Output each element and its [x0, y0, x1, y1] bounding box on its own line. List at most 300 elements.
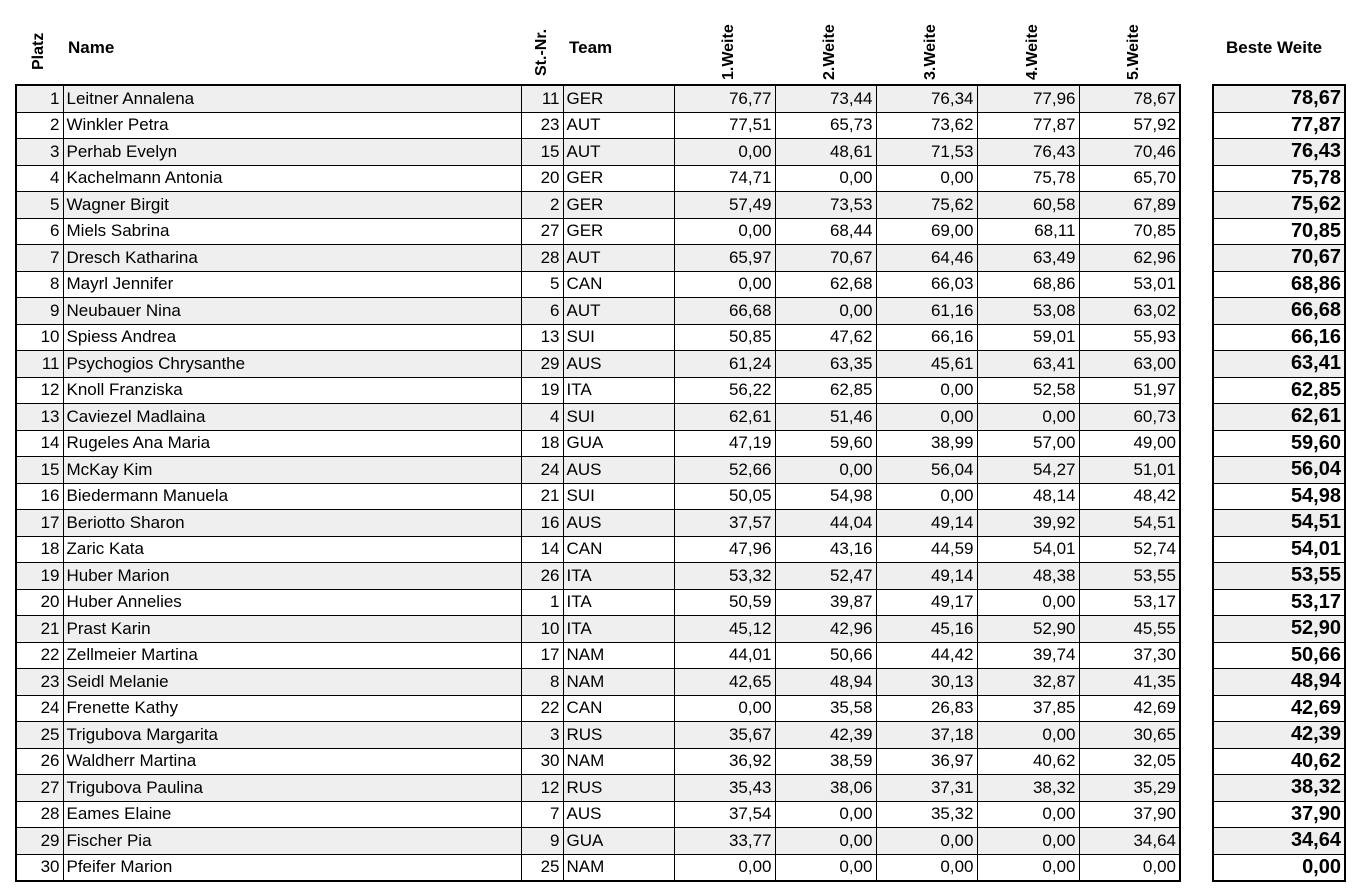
- weite-2-cell: 63,35: [775, 351, 876, 378]
- team-cell: NAM: [563, 854, 674, 881]
- weite-3-cell: 35,32: [876, 801, 977, 828]
- table-row: [16, 139, 1180, 166]
- weite-3-cell: 0,00: [876, 483, 977, 510]
- weite-2-cell: 0,00: [775, 457, 876, 484]
- rank-cell: 3: [16, 139, 63, 166]
- weite-4-cell: 75,78: [977, 165, 1079, 192]
- weite-4-cell: 48,38: [977, 563, 1079, 590]
- weite-5-cell: 49,00: [1079, 430, 1180, 457]
- table-row: [16, 616, 1180, 643]
- rank-cell: 8: [16, 271, 63, 298]
- best-row: [1213, 430, 1345, 457]
- table-row: [16, 854, 1180, 881]
- weite-4-cell: 76,43: [977, 139, 1079, 166]
- team-cell: SUI: [563, 483, 674, 510]
- start-number-cell: 23: [521, 112, 563, 139]
- weite-2-cell: 54,98: [775, 483, 876, 510]
- weite-3-cell: 49,17: [876, 589, 977, 616]
- beste-weite-cell: 54,51: [1213, 510, 1345, 537]
- team-cell: AUS: [563, 351, 674, 378]
- header-beste-weite: Beste Weite: [1226, 38, 1323, 57]
- weite-3-cell: 45,16: [876, 616, 977, 643]
- weite-1-cell: 50,59: [674, 589, 775, 616]
- best-row: [1213, 563, 1345, 590]
- weite-2-cell: 51,46: [775, 404, 876, 431]
- weite-2-cell: 38,59: [775, 748, 876, 775]
- weite-5-cell: 60,73: [1079, 404, 1180, 431]
- athlete-name-cell: Zaric Kata: [63, 536, 521, 563]
- table-row: [16, 165, 1180, 192]
- beste-weite-cell: 75,78: [1213, 165, 1345, 192]
- weite-5-cell: 52,74: [1079, 536, 1180, 563]
- weite-1-cell: 47,19: [674, 430, 775, 457]
- weite-4-cell: 68,11: [977, 218, 1079, 245]
- best-row: [1213, 669, 1345, 696]
- athlete-name-cell: McKay Kim: [63, 457, 521, 484]
- beste-weite-cell: 70,85: [1213, 218, 1345, 245]
- weite-1-cell: 66,68: [674, 298, 775, 325]
- start-number-cell: 29: [521, 351, 563, 378]
- beste-weite-cell: 52,90: [1213, 616, 1345, 643]
- weite-5-cell: 35,29: [1079, 775, 1180, 802]
- weite-4-cell: 60,58: [977, 192, 1079, 219]
- beste-weite-cell: 53,17: [1213, 589, 1345, 616]
- weite-5-cell: 30,65: [1079, 722, 1180, 749]
- best-row: [1213, 457, 1345, 484]
- weite-5-cell: 78,67: [1079, 85, 1180, 112]
- table-row: [16, 457, 1180, 484]
- rank-cell: 30: [16, 854, 63, 881]
- best-row: [1213, 218, 1345, 245]
- rank-cell: 10: [16, 324, 63, 351]
- athlete-name-cell: Beriotto Sharon: [63, 510, 521, 537]
- team-cell: AUS: [563, 801, 674, 828]
- weite-1-cell: 45,12: [674, 616, 775, 643]
- weite-1-cell: 0,00: [674, 271, 775, 298]
- team-cell: NAM: [563, 669, 674, 696]
- weite-3-cell: 76,34: [876, 85, 977, 112]
- start-number-cell: 25: [521, 854, 563, 881]
- weite-4-cell: 77,96: [977, 85, 1079, 112]
- team-cell: AUS: [563, 457, 674, 484]
- athlete-name-cell: Pfeifer Marion: [63, 854, 521, 881]
- start-number-cell: 5: [521, 271, 563, 298]
- weite-2-cell: 43,16: [775, 536, 876, 563]
- weite-1-cell: 52,66: [674, 457, 775, 484]
- table-row: [16, 430, 1180, 457]
- weite-5-cell: 57,92: [1079, 112, 1180, 139]
- athlete-name-cell: Fischer Pia: [63, 828, 521, 855]
- weite-1-cell: 44,01: [674, 642, 775, 669]
- best-row: [1213, 536, 1345, 563]
- weite-1-cell: 0,00: [674, 854, 775, 881]
- team-cell: CAN: [563, 536, 674, 563]
- beste-weite-cell: 75,62: [1213, 192, 1345, 219]
- weite-3-cell: 0,00: [876, 377, 977, 404]
- table-row: [16, 298, 1180, 325]
- weite-1-cell: 47,96: [674, 536, 775, 563]
- weite-1-cell: 57,49: [674, 192, 775, 219]
- rank-cell: 14: [16, 430, 63, 457]
- start-number-cell: 15: [521, 139, 563, 166]
- table-row: [16, 483, 1180, 510]
- rank-cell: 26: [16, 748, 63, 775]
- weite-2-cell: 42,96: [775, 616, 876, 643]
- rank-cell: 6: [16, 218, 63, 245]
- team-cell: RUS: [563, 722, 674, 749]
- header-weite-1: 1.Weite: [720, 24, 737, 80]
- weite-3-cell: 64,46: [876, 245, 977, 272]
- team-cell: ITA: [563, 589, 674, 616]
- best-row: [1213, 775, 1345, 802]
- athlete-name-cell: Psychogios Chrysanthe: [63, 351, 521, 378]
- table-row: [16, 722, 1180, 749]
- team-cell: GER: [563, 218, 674, 245]
- rank-cell: 21: [16, 616, 63, 643]
- weite-5-cell: 53,55: [1079, 563, 1180, 590]
- beste-weite-cell: 34,64: [1213, 828, 1345, 855]
- team-cell: SUI: [563, 324, 674, 351]
- weite-1-cell: 53,32: [674, 563, 775, 590]
- best-row: [1213, 483, 1345, 510]
- weite-5-cell: 51,97: [1079, 377, 1180, 404]
- best-row: [1213, 271, 1345, 298]
- weite-1-cell: 56,22: [674, 377, 775, 404]
- weite-3-cell: 75,62: [876, 192, 977, 219]
- table-row: [16, 510, 1180, 537]
- rank-cell: 29: [16, 828, 63, 855]
- team-cell: AUT: [563, 245, 674, 272]
- start-number-cell: 2: [521, 192, 563, 219]
- weite-2-cell: 0,00: [775, 828, 876, 855]
- weite-3-cell: 44,59: [876, 536, 977, 563]
- beste-weite-cell: 62,85: [1213, 377, 1345, 404]
- weite-2-cell: 52,47: [775, 563, 876, 590]
- weite-1-cell: 50,05: [674, 483, 775, 510]
- beste-weite-cell: 37,90: [1213, 801, 1345, 828]
- athlete-name-cell: Seidl Melanie: [63, 669, 521, 696]
- best-row: [1213, 801, 1345, 828]
- weite-5-cell: 54,51: [1079, 510, 1180, 537]
- table-row: [16, 271, 1180, 298]
- beste-weite-cell: 66,16: [1213, 324, 1345, 351]
- weite-1-cell: 0,00: [674, 139, 775, 166]
- weite-3-cell: 37,18: [876, 722, 977, 749]
- beste-weite-cell: 76,43: [1213, 139, 1345, 166]
- athlete-name-cell: Leitner Annalena: [63, 85, 521, 112]
- beste-weite-cell: 53,55: [1213, 563, 1345, 590]
- weite-1-cell: 42,65: [674, 669, 775, 696]
- weite-5-cell: 51,01: [1079, 457, 1180, 484]
- weite-4-cell: 59,01: [977, 324, 1079, 351]
- start-number-cell: 22: [521, 695, 563, 722]
- beste-weite-cell: 56,04: [1213, 457, 1345, 484]
- start-number-cell: 26: [521, 563, 563, 590]
- weite-3-cell: 44,42: [876, 642, 977, 669]
- best-row: [1213, 351, 1345, 378]
- weite-4-cell: 39,92: [977, 510, 1079, 537]
- team-cell: AUT: [563, 112, 674, 139]
- table-row: [16, 245, 1180, 272]
- best-row: [1213, 298, 1345, 325]
- table-row: [16, 801, 1180, 828]
- table-row: [16, 85, 1180, 112]
- weite-1-cell: 76,77: [674, 85, 775, 112]
- rank-cell: 11: [16, 351, 63, 378]
- weite-1-cell: 50,85: [674, 324, 775, 351]
- weite-2-cell: 70,67: [775, 245, 876, 272]
- weite-3-cell: 73,62: [876, 112, 977, 139]
- best-row: [1213, 616, 1345, 643]
- table-row: [16, 669, 1180, 696]
- start-number-cell: 3: [521, 722, 563, 749]
- best-row: [1213, 324, 1345, 351]
- team-cell: RUS: [563, 775, 674, 802]
- best-row: [1213, 85, 1345, 112]
- table-row: [16, 192, 1180, 219]
- best-row: [1213, 510, 1345, 537]
- beste-weite-cell: 50,66: [1213, 642, 1345, 669]
- weite-3-cell: 49,14: [876, 510, 977, 537]
- weite-4-cell: 48,14: [977, 483, 1079, 510]
- weite-4-cell: 40,62: [977, 748, 1079, 775]
- weite-1-cell: 74,71: [674, 165, 775, 192]
- rank-cell: 5: [16, 192, 63, 219]
- athlete-name-cell: Trigubova Margarita: [63, 722, 521, 749]
- table-row: [16, 377, 1180, 404]
- athlete-name-cell: Spiess Andrea: [63, 324, 521, 351]
- weite-4-cell: 0,00: [977, 722, 1079, 749]
- table-row: [16, 536, 1180, 563]
- best-distance-body: [1213, 85, 1345, 881]
- athlete-name-cell: Knoll Franziska: [63, 377, 521, 404]
- beste-weite-cell: 54,01: [1213, 536, 1345, 563]
- rank-cell: 2: [16, 112, 63, 139]
- rank-cell: 24: [16, 695, 63, 722]
- athlete-name-cell: Huber Marion: [63, 563, 521, 590]
- start-number-cell: 10: [521, 616, 563, 643]
- weite-1-cell: 0,00: [674, 695, 775, 722]
- weite-2-cell: 62,85: [775, 377, 876, 404]
- weite-5-cell: 48,42: [1079, 483, 1180, 510]
- best-row: [1213, 139, 1345, 166]
- weite-1-cell: 62,61: [674, 404, 775, 431]
- weite-4-cell: 0,00: [977, 589, 1079, 616]
- rank-cell: 7: [16, 245, 63, 272]
- beste-weite-cell: 59,60: [1213, 430, 1345, 457]
- weite-1-cell: 61,24: [674, 351, 775, 378]
- start-number-cell: 1: [521, 589, 563, 616]
- start-number-cell: 19: [521, 377, 563, 404]
- results-table-body: [16, 85, 1180, 881]
- athlete-name-cell: Wagner Birgit: [63, 192, 521, 219]
- beste-weite-cell: 54,98: [1213, 483, 1345, 510]
- start-number-cell: 24: [521, 457, 563, 484]
- weite-3-cell: 0,00: [876, 828, 977, 855]
- beste-weite-cell: 62,61: [1213, 404, 1345, 431]
- team-cell: AUT: [563, 298, 674, 325]
- team-cell: AUS: [563, 510, 674, 537]
- team-cell: GER: [563, 192, 674, 219]
- table-row: [16, 828, 1180, 855]
- start-number-cell: 6: [521, 298, 563, 325]
- weite-2-cell: 44,04: [775, 510, 876, 537]
- weite-2-cell: 65,73: [775, 112, 876, 139]
- team-cell: NAM: [563, 748, 674, 775]
- athlete-name-cell: Winkler Petra: [63, 112, 521, 139]
- best-row: [1213, 828, 1345, 855]
- beste-weite-cell: 48,94: [1213, 669, 1345, 696]
- weite-2-cell: 62,68: [775, 271, 876, 298]
- team-cell: ITA: [563, 563, 674, 590]
- weite-4-cell: 54,27: [977, 457, 1079, 484]
- weite-5-cell: 62,96: [1079, 245, 1180, 272]
- weite-3-cell: 37,31: [876, 775, 977, 802]
- rank-cell: 18: [16, 536, 63, 563]
- start-number-cell: 7: [521, 801, 563, 828]
- start-number-cell: 13: [521, 324, 563, 351]
- weite-4-cell: 63,49: [977, 245, 1079, 272]
- table-row: [16, 404, 1180, 431]
- rank-cell: 22: [16, 642, 63, 669]
- athlete-name-cell: Caviezel Madlaina: [63, 404, 521, 431]
- best-row: [1213, 165, 1345, 192]
- table-row: [16, 351, 1180, 378]
- start-number-cell: 9: [521, 828, 563, 855]
- athlete-name-cell: Huber Annelies: [63, 589, 521, 616]
- weite-5-cell: 53,01: [1079, 271, 1180, 298]
- weite-2-cell: 47,62: [775, 324, 876, 351]
- weite-4-cell: 39,74: [977, 642, 1079, 669]
- athlete-name-cell: Prast Karin: [63, 616, 521, 643]
- header-team: Team: [569, 38, 613, 57]
- weite-1-cell: 77,51: [674, 112, 775, 139]
- best-row: [1213, 192, 1345, 219]
- header-weite-4: 4.Weite: [1024, 24, 1041, 80]
- weite-2-cell: 0,00: [775, 298, 876, 325]
- beste-weite-cell: 42,39: [1213, 722, 1345, 749]
- team-cell: ITA: [563, 616, 674, 643]
- weite-5-cell: 55,93: [1079, 324, 1180, 351]
- start-number-cell: 27: [521, 218, 563, 245]
- weite-4-cell: 52,90: [977, 616, 1079, 643]
- best-row: [1213, 377, 1345, 404]
- weite-4-cell: 0,00: [977, 828, 1079, 855]
- weite-4-cell: 57,00: [977, 430, 1079, 457]
- weite-2-cell: 48,61: [775, 139, 876, 166]
- rank-cell: 17: [16, 510, 63, 537]
- team-cell: GER: [563, 165, 674, 192]
- weite-4-cell: 68,86: [977, 271, 1079, 298]
- best-row: [1213, 404, 1345, 431]
- weite-5-cell: 70,85: [1079, 218, 1180, 245]
- weite-3-cell: 49,14: [876, 563, 977, 590]
- team-cell: AUT: [563, 139, 674, 166]
- athlete-name-cell: Eames Elaine: [63, 801, 521, 828]
- weite-4-cell: 0,00: [977, 854, 1079, 881]
- table-row: [16, 112, 1180, 139]
- weite-3-cell: 38,99: [876, 430, 977, 457]
- best-row: [1213, 854, 1345, 881]
- weite-2-cell: 35,58: [775, 695, 876, 722]
- team-cell: NAM: [563, 642, 674, 669]
- team-cell: CAN: [563, 695, 674, 722]
- beste-weite-cell: 68,86: [1213, 271, 1345, 298]
- header-weite-2: 2.Weite: [821, 24, 838, 80]
- weite-1-cell: 65,97: [674, 245, 775, 272]
- best-row: [1213, 589, 1345, 616]
- weite-2-cell: 50,66: [775, 642, 876, 669]
- weite-2-cell: 68,44: [775, 218, 876, 245]
- weite-4-cell: 37,85: [977, 695, 1079, 722]
- table-row: [16, 748, 1180, 775]
- beste-weite-cell: 77,87: [1213, 112, 1345, 139]
- results-table: [15, 84, 1181, 882]
- weite-4-cell: 0,00: [977, 404, 1079, 431]
- weite-3-cell: 69,00: [876, 218, 977, 245]
- table-row: [16, 775, 1180, 802]
- start-number-cell: 12: [521, 775, 563, 802]
- weite-3-cell: 71,53: [876, 139, 977, 166]
- weite-1-cell: 37,57: [674, 510, 775, 537]
- athlete-name-cell: Miels Sabrina: [63, 218, 521, 245]
- rank-cell: 13: [16, 404, 63, 431]
- athlete-name-cell: Kachelmann Antonia: [63, 165, 521, 192]
- weite-5-cell: 41,35: [1079, 669, 1180, 696]
- beste-weite-cell: 70,67: [1213, 245, 1345, 272]
- table-row: [16, 563, 1180, 590]
- weite-3-cell: 36,97: [876, 748, 977, 775]
- weite-5-cell: 67,89: [1079, 192, 1180, 219]
- rank-cell: 25: [16, 722, 63, 749]
- rank-cell: 1: [16, 85, 63, 112]
- weite-4-cell: 52,58: [977, 377, 1079, 404]
- weite-4-cell: 53,08: [977, 298, 1079, 325]
- rank-cell: 9: [16, 298, 63, 325]
- rank-cell: 28: [16, 801, 63, 828]
- weite-5-cell: 37,30: [1079, 642, 1180, 669]
- weite-5-cell: 63,02: [1079, 298, 1180, 325]
- athlete-name-cell: Neubauer Nina: [63, 298, 521, 325]
- weite-1-cell: 37,54: [674, 801, 775, 828]
- beste-weite-cell: 78,67: [1213, 85, 1345, 112]
- weite-4-cell: 77,87: [977, 112, 1079, 139]
- weite-1-cell: 33,77: [674, 828, 775, 855]
- weite-4-cell: 38,32: [977, 775, 1079, 802]
- weite-2-cell: 73,53: [775, 192, 876, 219]
- weite-1-cell: 36,92: [674, 748, 775, 775]
- weite-4-cell: 32,87: [977, 669, 1079, 696]
- team-cell: SUI: [563, 404, 674, 431]
- start-number-cell: 21: [521, 483, 563, 510]
- beste-weite-cell: 63,41: [1213, 351, 1345, 378]
- start-number-cell: 16: [521, 510, 563, 537]
- best-row: [1213, 245, 1345, 272]
- weite-2-cell: 42,39: [775, 722, 876, 749]
- athlete-name-cell: Dresch Katharina: [63, 245, 521, 272]
- rank-cell: 15: [16, 457, 63, 484]
- weite-2-cell: 73,44: [775, 85, 876, 112]
- athlete-name-cell: Frenette Kathy: [63, 695, 521, 722]
- rank-cell: 23: [16, 669, 63, 696]
- athlete-name-cell: Rugeles Ana Maria: [63, 430, 521, 457]
- table-row: [16, 695, 1180, 722]
- weite-2-cell: 0,00: [775, 854, 876, 881]
- weite-1-cell: 0,00: [674, 218, 775, 245]
- athlete-name-cell: Biedermann Manuela: [63, 483, 521, 510]
- beste-weite-cell: 0,00: [1213, 854, 1345, 881]
- athlete-name-cell: Zellmeier Martina: [63, 642, 521, 669]
